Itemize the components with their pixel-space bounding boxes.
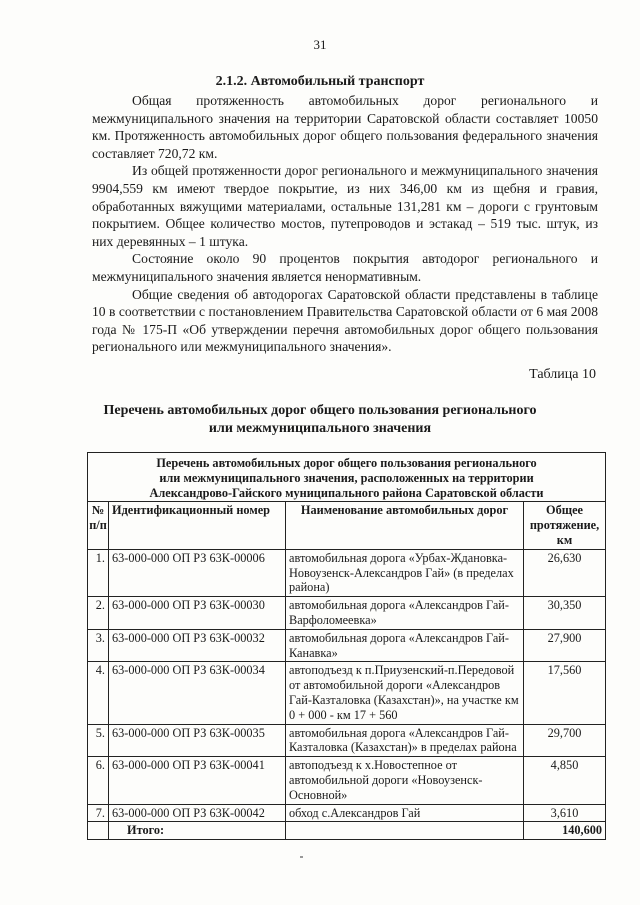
list-title bbox=[0, 402, 640, 437]
cell-num: 2. bbox=[88, 597, 109, 630]
total-value: 140,600 bbox=[524, 822, 606, 840]
column-header-id: Идентификационный номер bbox=[109, 502, 286, 549]
table-row bbox=[88, 662, 606, 724]
column-header-length: Общее протяжение, км bbox=[524, 502, 606, 549]
cell-id: 63-000-000 ОП РЗ 63К-00006 bbox=[109, 549, 286, 596]
cell-num: 1. bbox=[88, 549, 109, 596]
cell-id: 63-000-000 ОП РЗ 63К-00042 bbox=[109, 804, 286, 822]
cell-empty bbox=[286, 822, 524, 840]
table-row bbox=[88, 629, 606, 662]
cell-id: 63-000-000 ОП РЗ 63К-00035 bbox=[109, 724, 286, 757]
cell-length: 4,850 bbox=[524, 757, 606, 804]
page-number: 31 bbox=[313, 37, 327, 52]
cell-name: автомобильная дорога «Александров Гай-Канавка» bbox=[286, 629, 524, 662]
paragraph: Общая протяженность автомобильных дорог регионального и межмуниципального значения на территории Саратовской области составляет 10050 км. Протяженность автомобильных дорог общего пользования федерального значения составляет 720,72 км. bbox=[92, 93, 598, 161]
cell-id: 63-000-000 ОП РЗ 63К-00030 bbox=[109, 597, 286, 630]
table-title-cell bbox=[88, 453, 606, 502]
total-label: Итого: bbox=[109, 822, 286, 840]
cell-name: автоподъезд к х.Новостепное от автомобильной дороги «Новоузенск-Основной» bbox=[286, 757, 524, 804]
cell-length: 3,610 bbox=[524, 804, 606, 822]
cell-num: 6. bbox=[88, 757, 109, 804]
paragraph: Общие сведения об автодорогах Саратовской области представлены в таблице 10 в соответствии с постановлением Правительства Саратовской области от 6 мая 2008 года № 175-П «Об утверждении перечня автомобильных дорог общего пользования регионального или межмуниципального значения». bbox=[92, 286, 598, 355]
cell-name: автомобильная дорога «Александров Гай-Казталовка (Казахстан)» в пределах района bbox=[286, 724, 524, 757]
paragraph: Состояние около 90 процентов покрытия автодорог регионального и межмуниципального значения является ненормативным. bbox=[92, 251, 598, 284]
cell-length: 30,350 bbox=[524, 597, 606, 630]
roads-table bbox=[87, 452, 606, 840]
table-row bbox=[88, 549, 606, 596]
cell-name: автоподъезд к п.Приузенский-п.Передовой от автомобильной дороги «Александров Гай-Казталовка (Казахстан)», на участке км 0 + 000 - км 17 + 560 bbox=[286, 662, 524, 724]
cell-num: 7. bbox=[88, 804, 109, 822]
cell-length: 17,560 bbox=[524, 662, 606, 724]
table-title-line: Перечень автомобильных дорог общего пользования регионального bbox=[156, 456, 537, 470]
column-header-num: № п/п bbox=[88, 502, 109, 549]
column-header-name: Наименование автомобильных дорог bbox=[286, 502, 524, 549]
table-row bbox=[88, 804, 606, 822]
cell-id: 63-000-000 ОП РЗ 63К-00041 bbox=[109, 757, 286, 804]
cell-name: автомобильная дорога «Урбах-Ждановка-Новоузенск-Александров Гай» (в пределах района) bbox=[286, 549, 524, 596]
cell-num: 5. bbox=[88, 724, 109, 757]
cell-length: 29,700 bbox=[524, 724, 606, 757]
table-row bbox=[88, 757, 606, 804]
cell-length: 26,630 bbox=[524, 549, 606, 596]
table-total-row bbox=[88, 822, 606, 840]
table-title-line: Александрово-Гайского муниципального района Саратовской области bbox=[149, 485, 544, 500]
table-title-line: или межмуниципального значения, расположенных на территории bbox=[159, 470, 534, 485]
table-row bbox=[88, 597, 606, 630]
section-title: 2.1.2. Автомобильный транспорт bbox=[215, 74, 425, 89]
paragraph: Из общей протяженности дорог регионального и межмуниципального значения 9904,559 км имеют твердое покрытие, из них 346,00 км из щебня и гравия, обработанных вяжущими материалами, остальные 131,281 км – дороги с грунтовым покрытием. Общее количество мостов, путепроводов и эстакад – 519 тыс. штук, из них деревянных – 1 штука. bbox=[92, 163, 598, 249]
cell-num: 4. bbox=[88, 662, 109, 724]
cell-id: 63-000-000 ОП РЗ 63К-00034 bbox=[109, 662, 286, 724]
table-header-row bbox=[88, 502, 606, 549]
body-text bbox=[92, 92, 598, 356]
table-row bbox=[88, 724, 606, 757]
table-caption: Таблица 10 bbox=[529, 367, 596, 382]
cell-name: автомобильная дорога «Александров Гай-Варфоломеевка» bbox=[286, 597, 524, 630]
cell-num: 3. bbox=[88, 629, 109, 662]
scan-speck bbox=[300, 856, 303, 858]
cell-id: 63-000-000 ОП РЗ 63К-00032 bbox=[109, 629, 286, 662]
cell-length: 27,900 bbox=[524, 629, 606, 662]
table-title-row bbox=[88, 453, 606, 502]
cell-name: обход с.Александров Гай bbox=[286, 804, 524, 822]
list-title-line: Перечень автомобильных дорог общего пользования регионального bbox=[103, 403, 537, 418]
list-title-line: или межмуниципального значения bbox=[208, 420, 432, 436]
cell-empty bbox=[88, 822, 109, 840]
